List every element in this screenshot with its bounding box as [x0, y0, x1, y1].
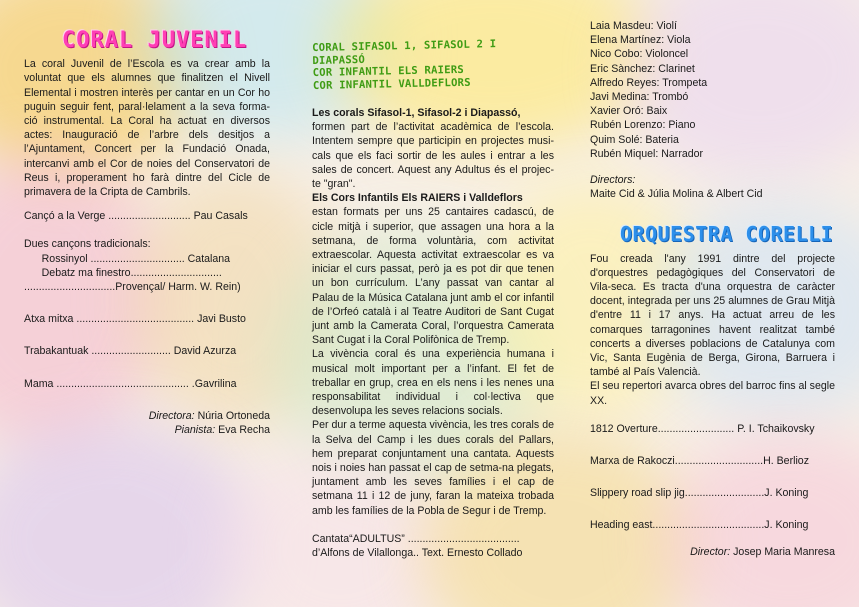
- cantata-credit: d’Alfons de Vilallonga.. Text. Ernesto Collado: [312, 547, 523, 560]
- repertoire-item: Heading east......................................J. Koning: [590, 519, 809, 532]
- directors-names: Maite Cid & Júlia Molina & Albert Cid: [590, 188, 763, 201]
- repertoire-item: Cançó a la Verge ............................ Pau Casals: [24, 210, 248, 223]
- pianist-credit: [24, 423, 270, 437]
- directors-label: Directors:: [590, 174, 636, 187]
- pianist-name: Eva Recha: [218, 424, 270, 437]
- vivencia-paragraph: La vivència coral és una experiència humana i musical molt important per a l’infant. El fet de treballar en grup, crea en els nens i les nenes una responsabilitat individual i col·lectiva que desenvolupa les seves relacions socials.: [312, 348, 554, 418]
- performer-item: Javi Medina: Trombó: [590, 91, 689, 104]
- coral-juvenil-title: CORAL JUVENIL: [62, 28, 248, 53]
- repertoire-item: ...............................Provençal/ Harm. W. Rein): [24, 281, 241, 294]
- repertoire-item: Trabakantuak ........................... David Azurza: [24, 345, 237, 358]
- performer-item: Rubén Lorenzo: Piano: [590, 119, 696, 132]
- repertoire-item: Marxa de Rakoczi..............................H. Berlioz: [590, 455, 809, 468]
- sifasol-title-line: CORAL SIFASOL 1, SIFASOL 2 I DIAPASSÓ: [312, 38, 497, 67]
- performer-item: Elena Martínez: Viola: [590, 34, 691, 47]
- repertoire-item: Mama ............................................. .Gavrilina: [24, 377, 237, 390]
- repertoire-item: Atxa mitxa ........................................ Javi Busto: [24, 313, 246, 326]
- director-label: Director:: [690, 545, 731, 558]
- repertoire-item: 1812 Overture.......................... P. I. Tchaikovsky: [590, 422, 815, 435]
- performer-item: Xavier Oró: Baix: [590, 105, 668, 118]
- corelli-section: [590, 0, 835, 559]
- cantata-paragraph: Per dur a terme aquesta vivència, les tres corals de la Selva del Camp i les dues corals del Pallars, hem preparat conjuntament una cantata. Aquests nois i noies han passat el cap de setma-na plegats, juntament amb les seves famílies i el cap de setmana 11 i 12 de juny, faran la mateixa trobada amb les famílies de la Pobla de Segur i de Tremp.: [312, 419, 554, 517]
- performer-item: Rubén Miquel: Narrador: [590, 147, 704, 160]
- sifasol-section: [312, 0, 554, 560]
- performer-item: Alfredo Reyes: Trompeta: [590, 76, 708, 89]
- performer-list: [590, 19, 835, 161]
- sifasol-heading: Les corals Sifasol-1, Sifasol-2 i Diapassó,: [312, 107, 521, 119]
- coral-juvenil-intro: La coral Juvenil de l’Escola es va crear amb la voluntat que els alumnes que finalitzen el Nivell Elemental i mostren interès per cantar en un Cor ho puguin seguir fent, paral·lelament a la seva forma-ció instrumental. La Coral ha actuat en diversos actes: Inauguració de l’arbre dels desitjos a l’Ajuntament, Concert per la Fundació Onada, intercanvi amb el Cor de noies del Conservatori de Reus i, properament ho farà dintre del Cicle de primavera de la Cripta de Cambrils.: [24, 58, 270, 199]
- sifasol-title-line: COR INFANTIL ELS RAIERS: [312, 63, 465, 79]
- repertoire-item: Slippery road slip jig...........................J. Koning: [590, 487, 809, 500]
- sifasol-paragraph: formen part de l’activitat acadèmica de l’escola. Intentem sempre que participin en projectes musi-cals que els faci sortir de les aules i entrar a les sales de concert. Aquest any Adultus és el projec-te "gran".: [312, 121, 554, 191]
- performer-item: Nico Cobo: Violoncel: [590, 48, 689, 61]
- raiers-paragraph: estan formats per uns 25 cantaires cadascú, de cicle mitjà i superior, que assagen una hora a la setmana, de forma voluntària, com activitat extraescolar. Aquesta activitat extraescolar es va iniciar el curs passat, però ja es pot dir que tenen un bon currículum. L’any passat van cantar al Palau de la Música Catalana junt amb el cor infantil de l’Orfeó català i al Teatre Auditori de Sant Cugat junt amb la Camerata Coral, l’orquestra Camerata Sant Cugat i la Coral Polifònica de Tremp.: [312, 206, 554, 347]
- repertoire-item: Dues cançons tradicionals:: [24, 238, 151, 251]
- director-credit: [24, 409, 270, 423]
- performer-item: Laia Masdeu: Violí: [590, 20, 677, 32]
- raiers-heading: Els Cors Infantils Els RAIERS i Valldeflors: [312, 192, 523, 205]
- coral-juvenil-section: [24, 0, 270, 437]
- repertoire-item: Rossinyol ................................ Catalana: [24, 252, 231, 265]
- corelli-title: ORQUESTRA CORELLI: [620, 222, 834, 247]
- corelli-director-credit: [590, 545, 835, 559]
- performer-item: Eric Sànchez: Clarinet: [590, 62, 695, 75]
- director-label: Directora:: [148, 409, 195, 422]
- sifasol-title-line: COR INFANTIL VALLDEFLORS: [312, 76, 471, 92]
- repertoire-item: Debatz ma finestro...............................: [24, 266, 222, 279]
- sifasol-title: [312, 37, 555, 92]
- director-name: Núria Ortoneda: [197, 409, 270, 422]
- cantata-title: Cantata“ADULTUS” ......................................: [312, 532, 520, 545]
- corelli-paragraph: Fou creada l'any 1991 dintre del projecte d'orquestres pedagògiques del Conservatori de Vila-seca. Es tracta d'una orquestra de caràcter docent, integrada per uns 25 alumnes de Grau Mitjà d'entre 11 i 17 anys. Ha actuat arreu de les comarques tarragonines havent realitzat també concerts a diverses poblacions de Catalunya com Vic, Santa Eugènia de Berga, Girona, Barruera i també al País Valencià.: [590, 252, 835, 379]
- pianist-label: Pianista:: [174, 424, 216, 437]
- performer-item: Quim Solé: Bateria: [590, 133, 679, 146]
- director-name: Josep Maria Manresa: [733, 545, 835, 558]
- corelli-repertoire-note: El seu repertori avarca obres del barroc fins al segle XX.: [590, 380, 835, 407]
